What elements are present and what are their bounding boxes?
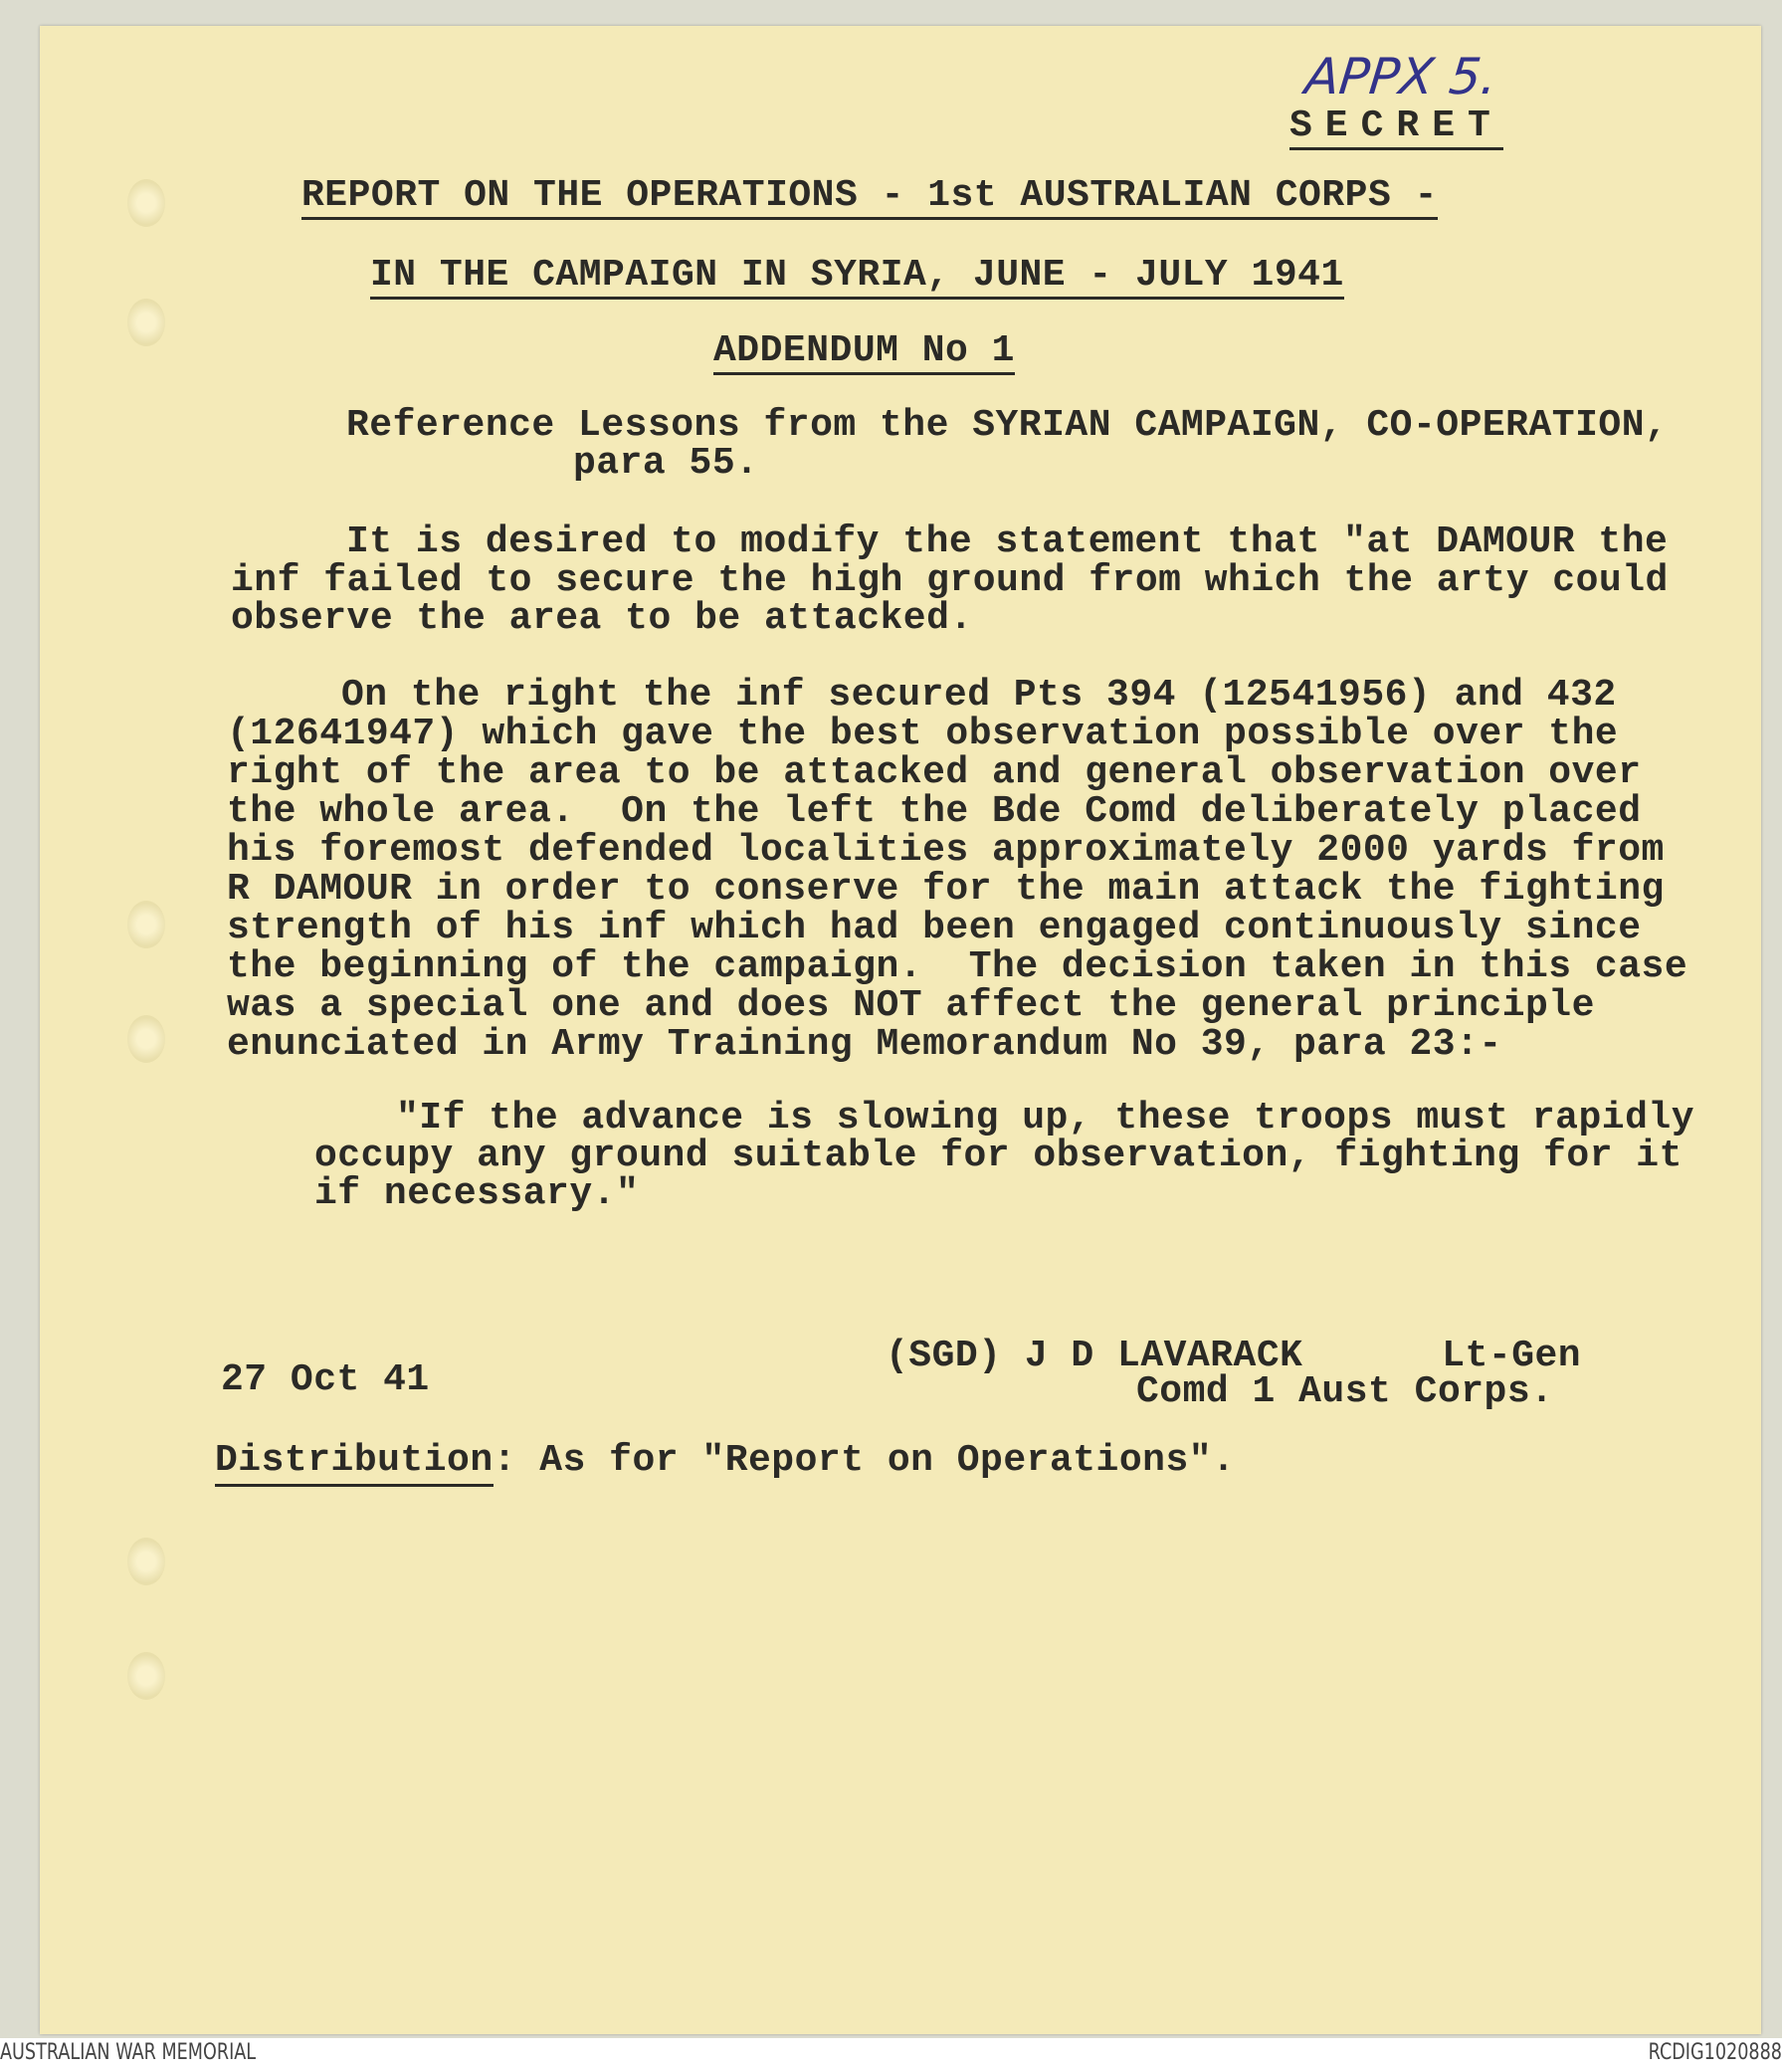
punch-hole bbox=[127, 1652, 165, 1700]
quote-line: occupy any ground suitable for observation, fighting for it bbox=[314, 1135, 1683, 1177]
distribution-line bbox=[215, 1439, 1236, 1482]
signatory-appointment: Comd 1 Aust Corps. bbox=[1136, 1370, 1554, 1413]
addendum-heading: ADDENDUM No 1 bbox=[713, 332, 1015, 375]
distribution-label: Distribution bbox=[215, 1439, 494, 1487]
reference-line: para 55. bbox=[573, 442, 759, 485]
paragraph-2-line: On the right the inf secured Pts 394 (12541956) and 432 bbox=[341, 674, 1617, 717]
paragraph-1-line: It is desired to modify the statement that "at DAMOUR the bbox=[346, 520, 1669, 563]
title-line-1: REPORT ON THE OPERATIONS - 1st AUSTRALIAN CORPS - bbox=[301, 177, 1438, 220]
punch-hole bbox=[127, 179, 165, 227]
footer-item-id: RCDIG1020888 bbox=[1648, 2040, 1782, 2065]
paragraph-1-line: observe the area to be attacked. bbox=[231, 597, 973, 640]
paragraph-2-line: his foremost defended localities approximately 2000 yards from bbox=[227, 829, 1665, 872]
footer-institution: AUSTRALIAN WAR MEMORIAL bbox=[0, 2040, 257, 2065]
reference-line: Reference Lessons from the SYRIAN CAMPAIGN, CO-OPERATION, bbox=[346, 404, 1669, 447]
quote-line: "If the advance is slowing up, these troops must rapidly bbox=[396, 1097, 1695, 1140]
paragraph-2-line: enunciated in Army Training Memorandum No 39, para 23:- bbox=[227, 1023, 1502, 1066]
quote-line: if necessary." bbox=[314, 1172, 640, 1215]
distribution-text: : As for "Report on Operations". bbox=[493, 1439, 1236, 1482]
punch-hole bbox=[127, 299, 165, 346]
document-date: 27 Oct 41 bbox=[221, 1358, 430, 1401]
paragraph-2-line: (12641947) which gave the best observation possible over the bbox=[227, 713, 1619, 755]
title-line-2: IN THE CAMPAIGN IN SYRIA, JUNE - JULY 1941 bbox=[370, 257, 1344, 300]
classification-marking: SECRET bbox=[1289, 107, 1503, 150]
handwritten-annotation: APPX 5. bbox=[1301, 48, 1500, 105]
paragraph-2-line: the beginning of the campaign. The decision taken in this case bbox=[227, 945, 1688, 988]
punch-hole bbox=[127, 1538, 165, 1585]
paragraph-1-line: inf failed to secure the high ground from which the arty could bbox=[231, 559, 1669, 602]
paragraph-2-line: R DAMOUR in order to conserve for the main attack the fighting bbox=[227, 868, 1665, 911]
signature-block: (SGD) J D LAVARACK Lt-Gen bbox=[886, 1335, 1582, 1377]
paragraph-2-line: the whole area. On the left the Bde Comd deliberately placed bbox=[227, 790, 1642, 833]
paragraph-2-line: right of the area to be attacked and general observation over bbox=[227, 751, 1642, 794]
punch-hole bbox=[127, 1015, 165, 1063]
paragraph-2-line: was a special one and does NOT affect the general principle bbox=[227, 984, 1595, 1027]
paragraph-2-line: strength of his inf which had been engaged continuously since bbox=[227, 907, 1642, 949]
punch-hole bbox=[127, 901, 165, 948]
